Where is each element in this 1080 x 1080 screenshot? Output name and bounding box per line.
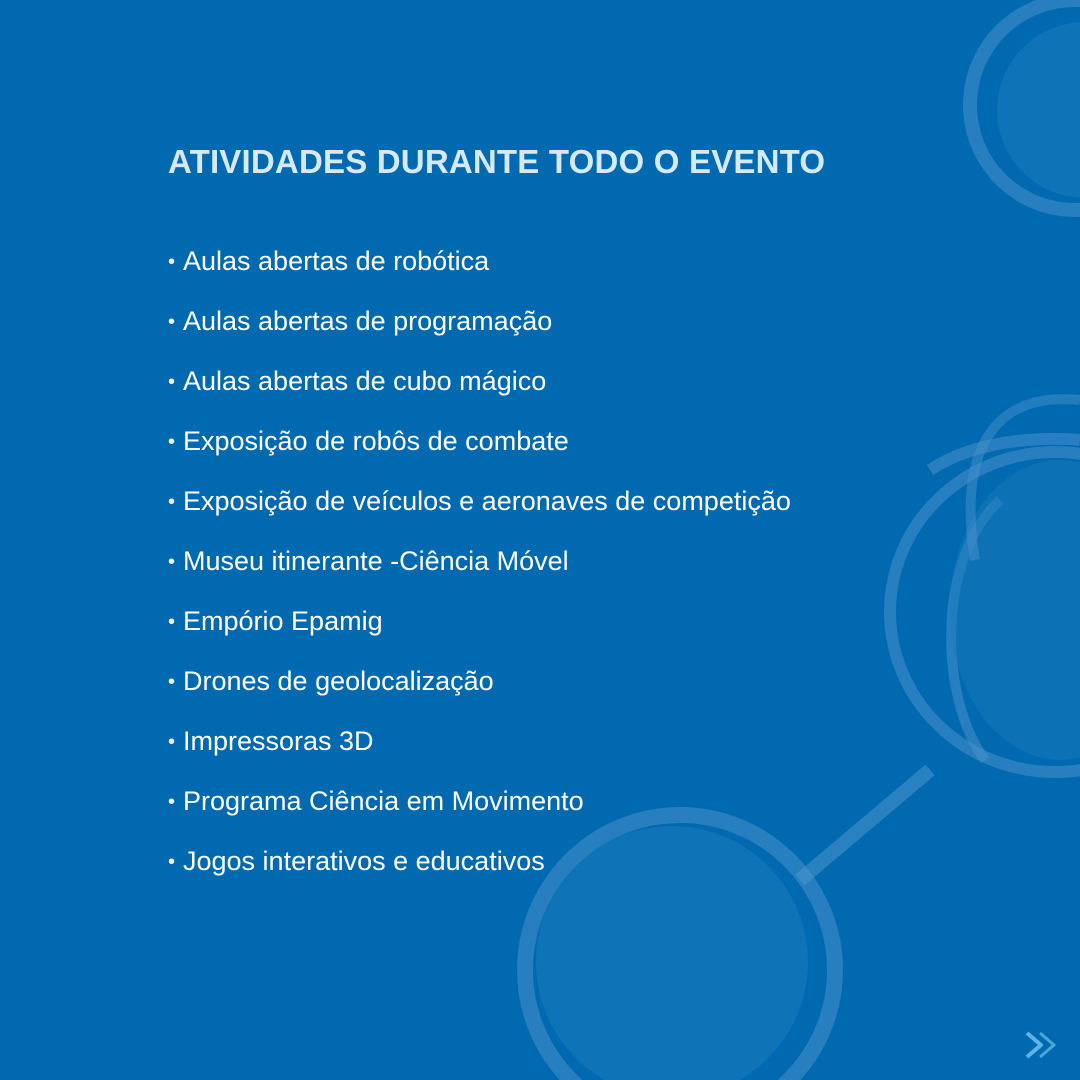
list-item: • Empório Epamig [168, 601, 791, 661]
list-item: • Aulas abertas de robótica [168, 241, 791, 301]
list-item: • Aulas abertas de cubo mágico [168, 361, 791, 421]
list-item: • Programa Ciência em Movimento [168, 781, 791, 841]
list-item: • Museu itinerante -Ciência Móvel [168, 541, 791, 601]
activity-list [168, 241, 791, 901]
list-item: • Exposição de veículos e aeronaves de competição [168, 481, 791, 541]
list-item: • Drones de geolocalização [168, 661, 791, 721]
list-item: • Impressoras 3D [168, 721, 791, 781]
list-item: • Exposição de robôs de combate [168, 421, 791, 481]
list-item: • Aulas abertas de programação [168, 301, 791, 361]
double-chevron-right-icon[interactable] [1024, 1030, 1062, 1060]
list-item: • Jogos interativos e educativos [168, 841, 791, 901]
page-title: ATIVIDADES DURANTE TODO O EVENTO [168, 143, 826, 180]
